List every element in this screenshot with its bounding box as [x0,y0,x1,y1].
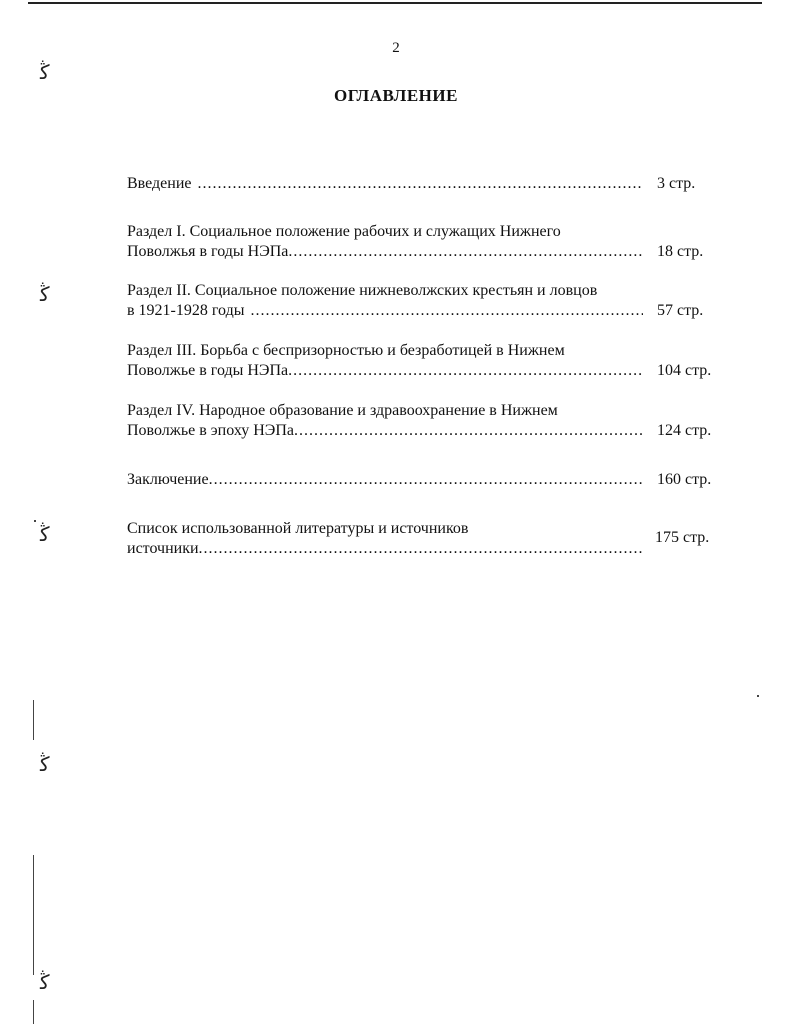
toc-entry-section-4 [127,401,717,441]
scan-artifact [33,855,34,975]
page-number: 2 [392,40,400,56]
toc-entry-text: Раздел II. Социальное положение нижневолжских крестьян и ловцов [127,282,598,299]
toc-entry-text: источники [127,540,199,557]
margin-mark: ﯕ [40,282,50,306]
leader-dots [294,421,643,441]
leader-dots [250,301,643,321]
toc-page-number: 104 стр. [657,362,712,379]
toc-entry-section-2 [127,281,717,321]
toc-entry-section-1 [127,222,717,262]
margin-mark: ﯕ [40,522,50,546]
toc-page-number: 3 стр. [657,175,696,192]
margin-mark: ﯕ [40,60,50,84]
scan-speck [34,520,36,522]
toc-entry-text: Введение [127,175,192,192]
leader-dots [199,539,643,559]
toc-page-number: 160 стр. [657,471,712,488]
scan-speck [757,695,759,697]
scan-artifact [33,1000,34,1024]
toc-entry-text: в 1921-1928 годы [127,302,245,319]
toc-entry-text: Раздел I. Социальное положение рабочих и служащих Нижнего [127,223,561,240]
toc-entry-bibliography [127,519,717,559]
leader-dots [209,470,643,490]
toc-entry-text: Список использованной литературы и источников [127,520,469,537]
toc-entry-introduction [127,174,717,194]
margin-mark: ﯕ [40,970,50,994]
scan-artifact [33,700,34,740]
toc-entry-text: Поволжье в эпоху НЭПа [127,422,294,439]
toc-page-number: 57 стр. [657,302,704,319]
leader-dots [288,361,643,381]
leader-dots [198,174,644,194]
toc-page-number: 18 стр. [657,243,704,260]
toc-entry-section-3 [127,341,717,381]
toc-entry-text: Раздел III. Борьба с беспризорностью и безработицей в Нижнем [127,342,565,359]
toc-entry-text: Поволжья в годы НЭПа [127,243,289,260]
toc-entry-conclusion [127,470,717,490]
margin-mark: ﯕ [40,752,50,776]
toc-entry-text: Поволжье в годы НЭПа [127,362,289,379]
toc-entry-text: Раздел IV. Народное образование и здравоохранение в Нижнем [127,402,558,419]
page-title: ОГЛАВЛЕНИЕ [334,86,458,105]
toc-page-number-bibliography: 175 стр. [655,529,710,546]
top-rule [28,2,762,4]
toc-page-number: 124 стр. [657,422,712,439]
toc-entry-text: Заключение [127,471,209,488]
leader-dots [288,242,643,262]
